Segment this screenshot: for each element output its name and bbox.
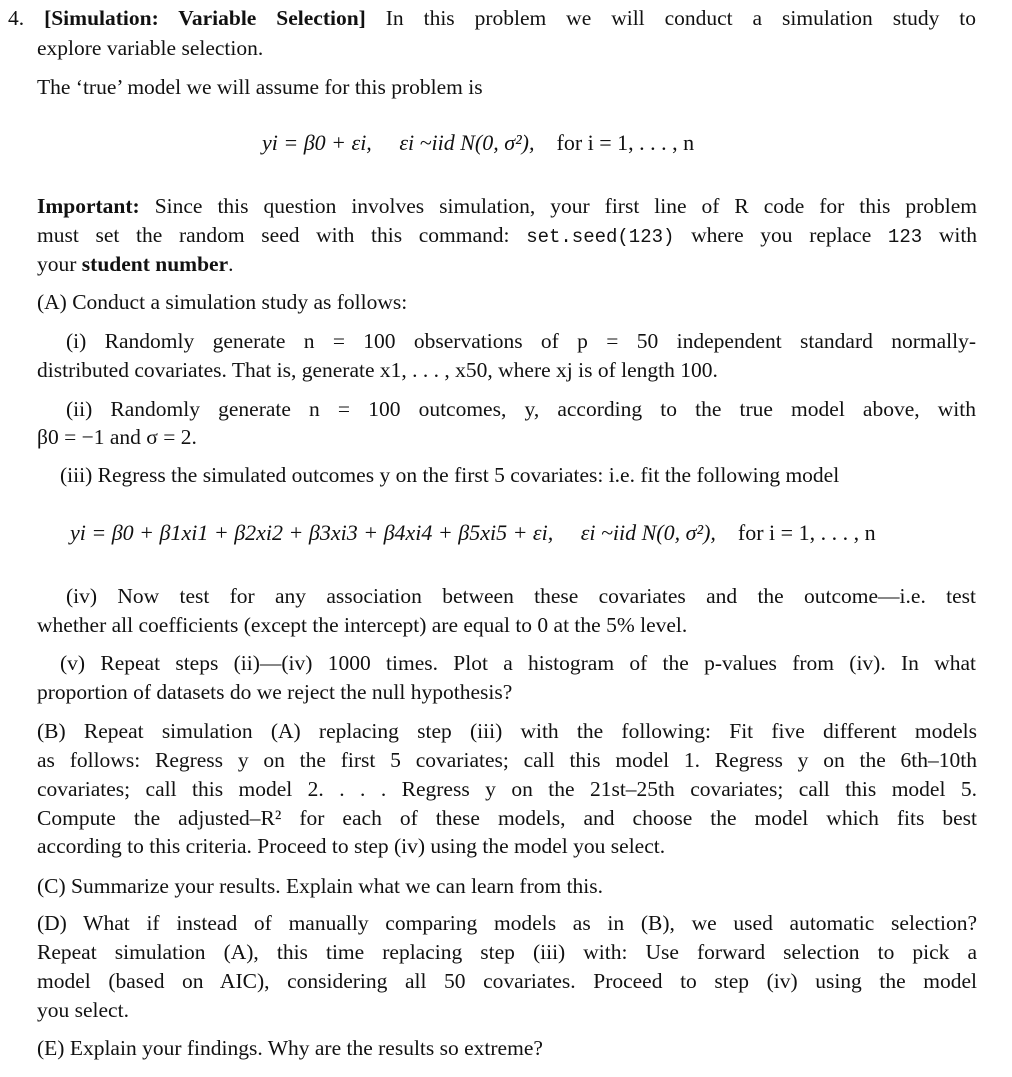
- important-text-2a: must set the random seed with this command:: [37, 223, 510, 247]
- partD-line4: you select.: [37, 998, 129, 1022]
- important-text: Since this question involves simulation, your first line of R code for this problem: [154, 194, 977, 218]
- partC-line1: (C) Summarize your results. Explain what we can learn from this.: [37, 874, 604, 898]
- important-line-1: [37, 192, 977, 221]
- important-label: Important:: [37, 194, 140, 218]
- partD-line2: Repeat simulation (A), this time replacing step (iii) with: Use forward selection to pick a: [37, 940, 977, 964]
- partB-line5: according to this criteria. Proceed to step (iv) using the model you select.: [37, 834, 666, 858]
- true-model-equation: [262, 130, 694, 156]
- fit-model-equation: [70, 520, 876, 546]
- partA-step-iv-line1: (iv) Now test for any association between these covariates and the outcome—i.e. test: [66, 584, 976, 608]
- important-line-3: [37, 251, 234, 277]
- problem-intro-continued: explore variable selection.: [37, 36, 264, 60]
- partA-step-iv-line2: whether all coefficients (except the intercept) are equal to 0 at the 5% level.: [37, 613, 688, 637]
- problem-heading: [8, 4, 976, 33]
- partD-line3: model (based on AIC), considering all 50 covariates. Proceed to step (iv) using the model: [37, 969, 977, 993]
- partA-header: (A) Conduct a simulation study as follows:: [37, 290, 408, 314]
- partA-step-ii-line2: β0 = −1 and σ = 2.: [37, 425, 197, 449]
- true-model-intro: The ‘true’ model we will assume for this problem is: [37, 75, 483, 99]
- seed-command: set.seed(123): [526, 226, 675, 248]
- true-model-range: for i = 1, . . . , n: [556, 130, 695, 155]
- problem-title: [Simulation: Variable Selection]: [44, 6, 366, 30]
- fit-model-noise: εi ~iid N(0, σ²),: [580, 520, 716, 545]
- partA-step-v-line1: (v) Repeat steps (ii)—(iv) 1000 times. Plot a histogram of the p-values from (iv). In what: [60, 651, 976, 675]
- partA-step-iii: (iii) Regress the simulated outcomes y on the first 5 covariates: i.e. fit the following model: [60, 463, 840, 487]
- partB-line1: (B) Repeat simulation (A) replacing step (iii) with the following: Fit five different models: [37, 719, 977, 743]
- true-model-noise: εi ~iid N(0, σ²),: [399, 130, 535, 155]
- important-line-2: [37, 221, 977, 252]
- partB-line3: covariates; call this model 2. . . . Regress y on the 21st–25th covariates; call this model 5.: [37, 777, 977, 801]
- important-text-3a: your: [37, 252, 77, 276]
- fit-model-lhs: yi = β0 + β1xi1 + β2xi2 + β3xi3 + β4xi4 + β5xi5 + εi,: [70, 520, 554, 545]
- seed-value: 123: [887, 226, 923, 248]
- partA-step-v-line2: proportion of datasets do we reject the null hypothesis?: [37, 680, 513, 704]
- problem-number: 4.: [8, 6, 25, 30]
- important-text-2c: with: [938, 223, 978, 247]
- partB-line2: as follows: Regress y on the first 5 covariates; call this model 1. Regress y on the 6th–10th: [37, 748, 977, 772]
- fit-model-range: for i = 1, . . . , n: [737, 520, 876, 545]
- important-text-3b: .: [228, 252, 234, 276]
- partA-step-ii-line1: (ii) Randomly generate n = 100 outcomes, y, according to the true model above, with: [66, 397, 976, 421]
- partD-line1: (D) What if instead of manually comparing models as in (B), we used automatic selection?: [37, 911, 977, 935]
- partB-line4: Compute the adjusted–R² for each of these models, and choose the model which fits best: [37, 806, 977, 830]
- student-number-emphasis: student number: [81, 252, 229, 276]
- problem-intro: In this problem we will conduct a simulation study to: [385, 6, 976, 30]
- partE-line1: (E) Explain your findings. Why are the results so extreme?: [37, 1036, 543, 1060]
- true-model-lhs: yi = β0 + εi,: [262, 130, 372, 155]
- partA-step-i-line2: distributed covariates. That is, generate x1, . . . , x50, where xj is of length 100.: [37, 358, 718, 382]
- partA-step-i-line1: (i) Randomly generate n = 100 observations of p = 50 independent standard normally-: [66, 329, 976, 353]
- important-text-2b: where you replace: [691, 223, 872, 247]
